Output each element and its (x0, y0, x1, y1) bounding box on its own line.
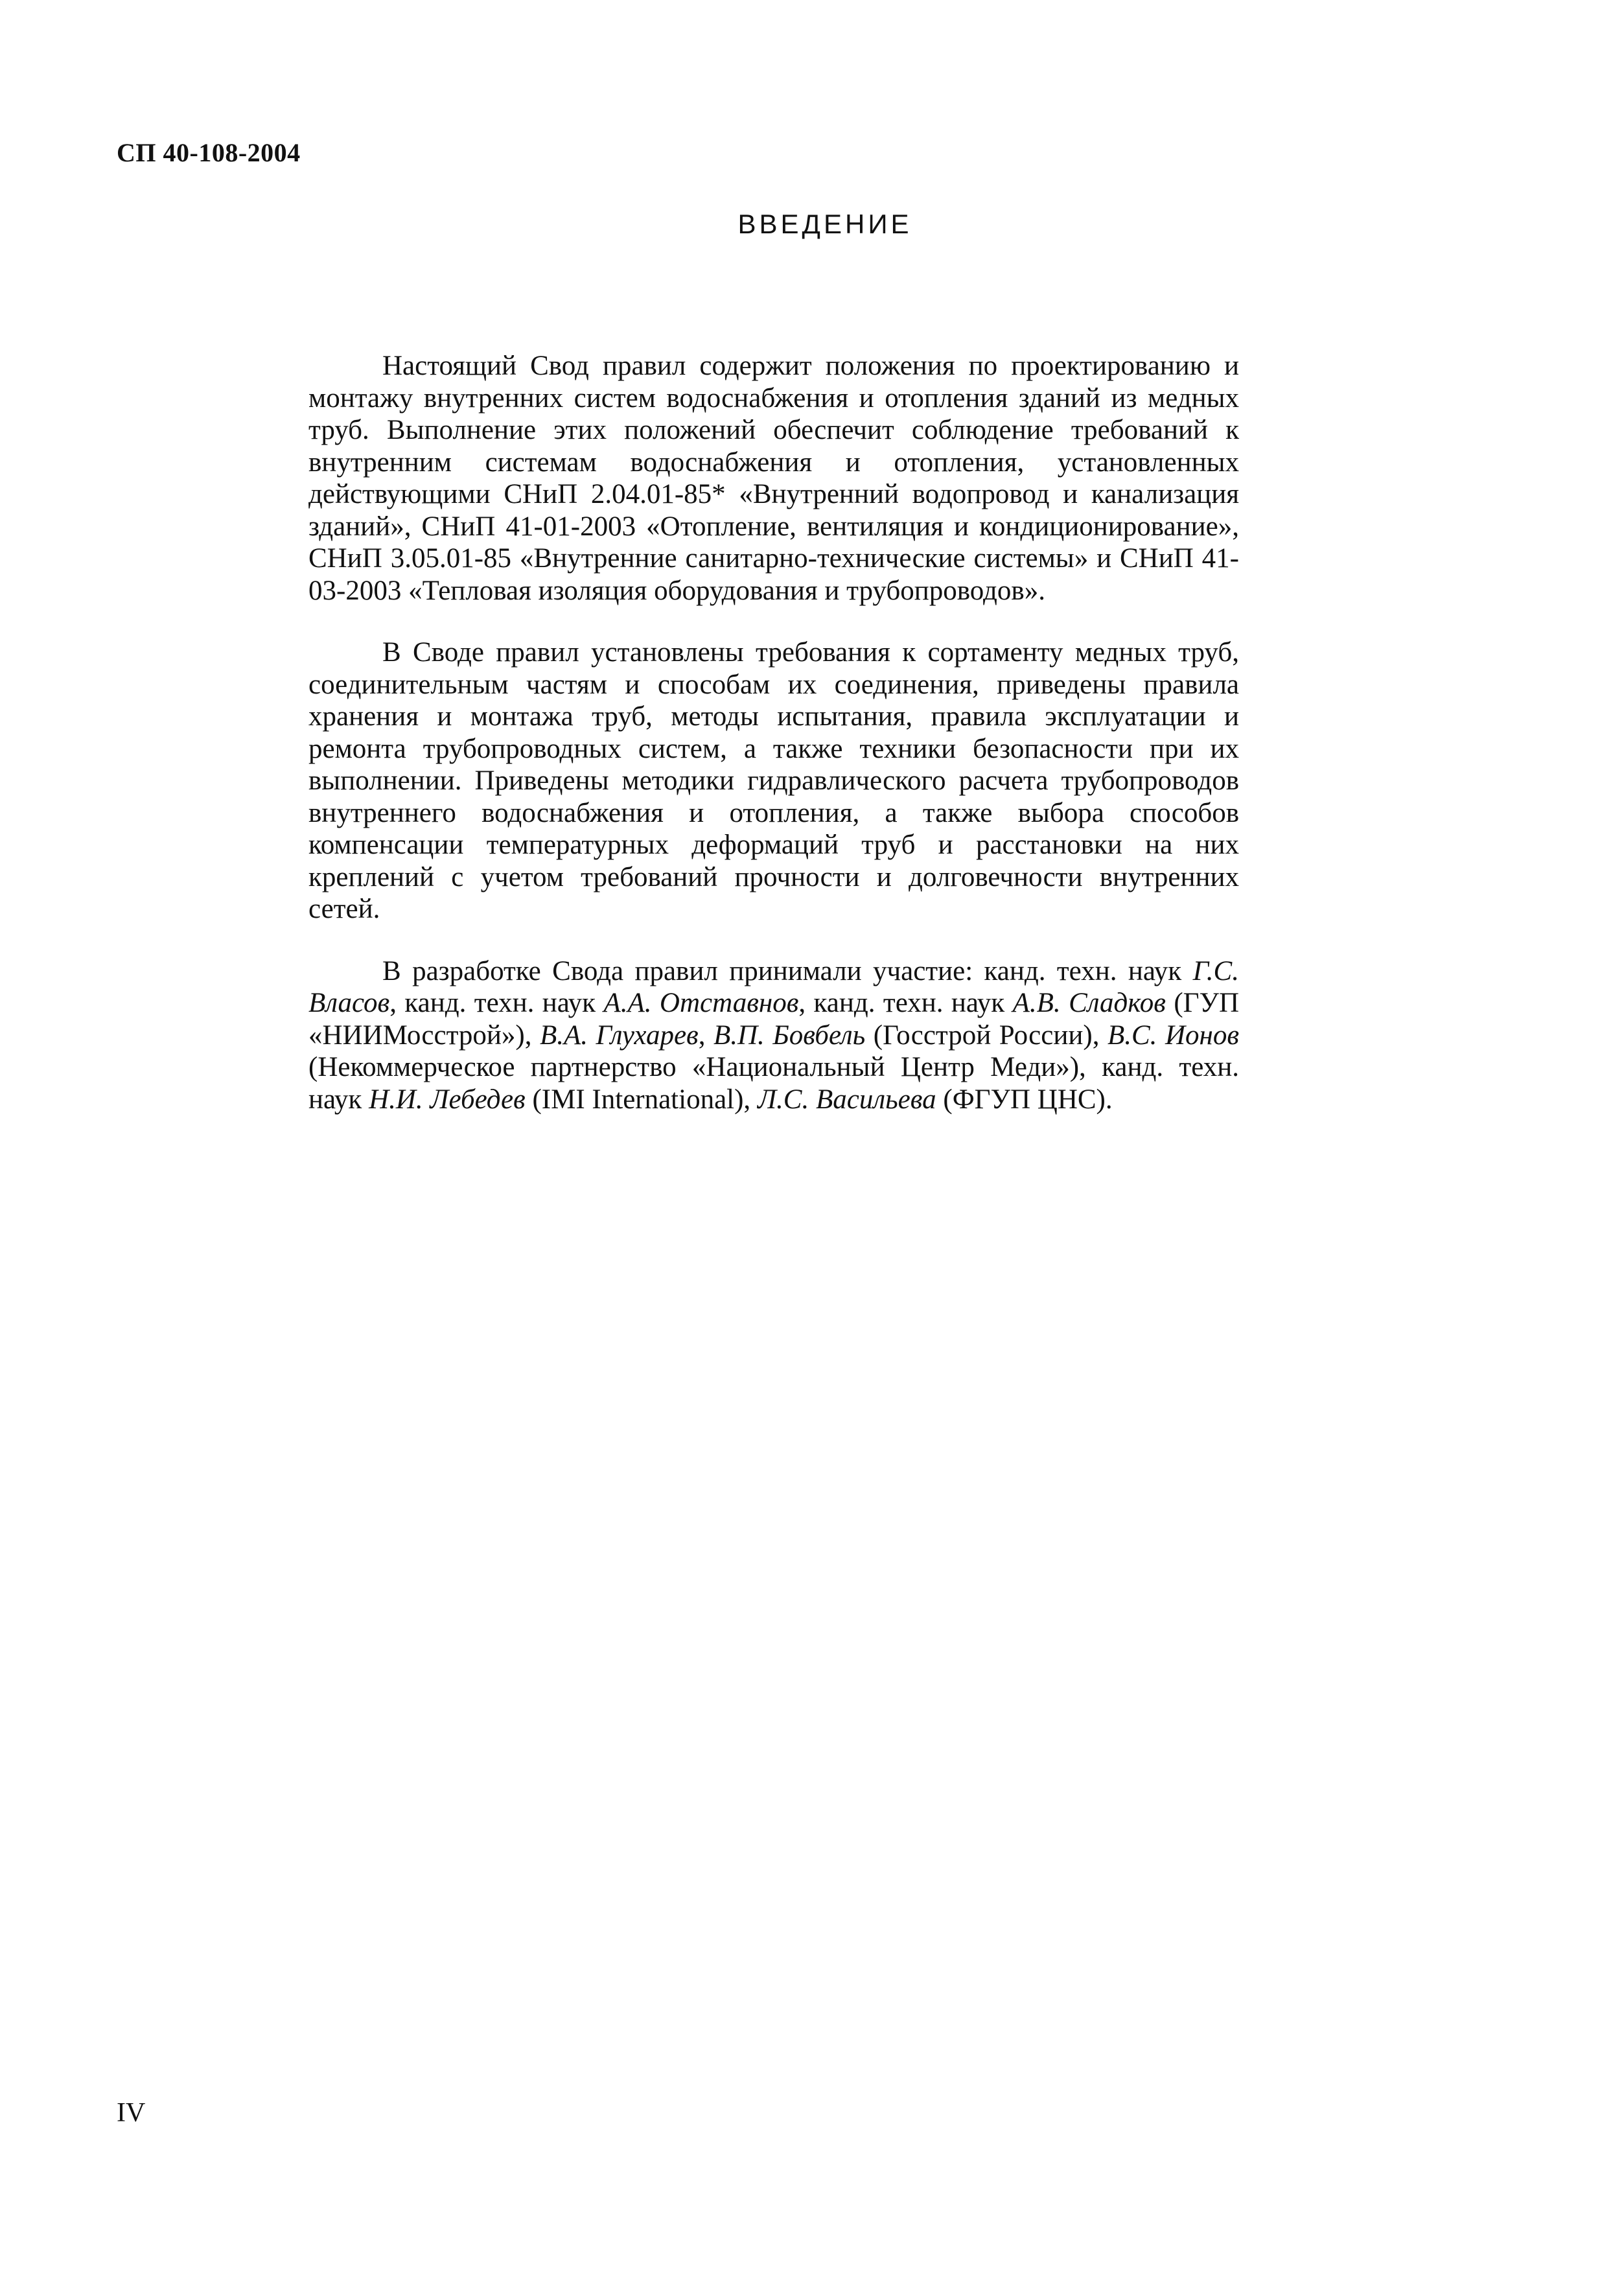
author-separator: , канд. техн. наук (798, 988, 1013, 1018)
author-organization: (Госстрой России), (865, 1020, 1108, 1051)
authors-intro: В разработке Свода правил принимали участие: канд. техн. наук (382, 955, 1193, 986)
author-name: А.А. Отставнов (603, 988, 799, 1018)
author-name: Н.И. Лебедев (369, 1084, 526, 1115)
author-separator: , (698, 1020, 713, 1051)
author-organization: (ФГУП ЦНС). (936, 1084, 1113, 1115)
author-name: Л.С. Васильева (757, 1084, 936, 1115)
author-name: В.С. Ионов (1107, 1020, 1239, 1051)
body-text (308, 350, 1239, 1145)
author-organization: (Некоммерческое партнерство «Национальный Центр Меди»), канд. техн. наук (308, 1052, 1239, 1115)
paragraph-scope: В Своде правил установлены требования к сортаменту медных труб, соединительным частям и способам их соединения, приведены правила хранения и монтажа труб, методы испытания, правила эксплуатации и ремонта трубопроводных систем, а также техники безопасности при их выполнении. Приведены методики гидравлического расчета трубопроводов внутреннего водоснабжения и отопления, а также выбора способов компенсации температурных деформаций труб и расстановки на них креплений с учетом требований прочности и долговечности внутренних сетей. (308, 637, 1239, 924)
author-name: В.А. Глухарев (540, 1020, 699, 1051)
author-name: Г.С. Власов (308, 955, 1239, 1018)
section-title: ВВЕДЕНИЕ (737, 209, 912, 239)
author-separator: , канд. техн. наук (389, 988, 604, 1018)
author-organization: (IMI International), (525, 1084, 758, 1115)
document-code: СП 40-108-2004 (117, 138, 301, 167)
author-name: В.П. Бовбель (713, 1020, 866, 1051)
author-organization: (ГУП «НИИМосстрой»), (308, 988, 1240, 1051)
paragraph-purpose: Настоящий Свод правил содержит положения по проектированию и монтажу внутренних систем водоснабжения и отопления зданий из медных труб. Выполнение этих положений обеспечит соблюдение требований к внутренним системам водоснабжения и отопления, установленных действующими СНиП 2.04.01-85* «Внутренний водопровод и канализация зданий», СНиП 41-01-2003 «Отопление, вентиляция и кондиционирование», СНиП 3.05.01-85 «Внутренние санитарно-технические системы» и СНиП 41-03-2003 «Тепловая изоляция оборудования и трубопроводов». (308, 351, 1239, 606)
paragraph-authors (308, 955, 1239, 1116)
author-name: А.В. Сладков (1012, 988, 1166, 1018)
page-number: IV (117, 2098, 146, 2128)
